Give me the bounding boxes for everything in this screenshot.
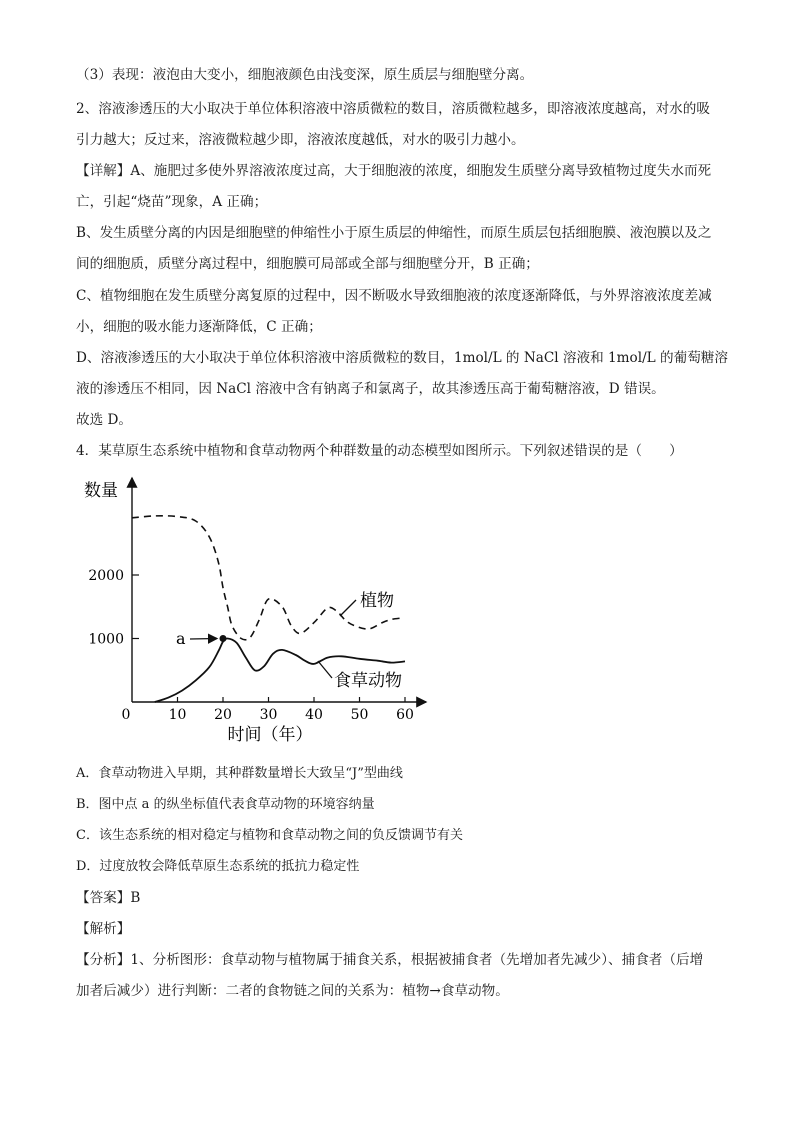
x-tick-label: 0 — [121, 707, 131, 723]
detail-d-line-1: D、溶液渗透压的大小取决于单位体积溶液中溶质微粒的数目，1mol/L 的 NaCl 溶液和 1mol/L 的葡萄糖溶 — [76, 350, 728, 366]
y-tick-label: 1000 — [88, 631, 124, 648]
question-4: 4．某草原生态系统中植物和食草动物两个种群数量的动态模型如图所示。下列叙述错误的是（ ） — [76, 443, 683, 459]
option-d[interactable]: D．过度放牧会降低草原生态系统的抵抗力稳定性 — [76, 859, 360, 874]
x-axis-label: 时间（年） — [227, 725, 313, 745]
plant-series-line — [132, 516, 400, 640]
x-tick-label: 40 — [305, 707, 323, 723]
paragraph-1: （3）表现：液泡由大变小，细胞液颜色由浅变深，原生质层与细胞壁分离。 — [76, 67, 534, 83]
analysis-line-1: 【分析】1、分析图形：食草动物与植物属于捕食关系，根据被捕食者（先增加者先减少）、捕食者（后增 — [76, 952, 704, 968]
detail-c-line-1: C、植物细胞在发生质壁分离复原的过程中，因不断吸水导致细胞液的浓度逐渐降低，与外界溶液浓度差减 — [76, 288, 712, 304]
conclusion: 故选 D。 — [76, 412, 133, 428]
analysis-title: 【解析】 — [76, 921, 131, 937]
analysis-line-2: 加者后减少）进行判断：二者的食物链之间的关系为：植物→食草动物。 — [76, 983, 509, 999]
paragraph-2-line-1: 2、溶液渗透压的大小取决于单位体积溶液中溶质微粒的数目，溶质微粒越多，即溶液浓度越高，对水的吸 — [76, 101, 710, 117]
x-tick-label: 20 — [214, 707, 232, 723]
plant-series-label: 植物 — [360, 591, 394, 611]
detail-d-line-2: 液的渗透压不相同，因 NaCl 溶液中含有钠离子和氯离子，故其渗透压高于葡萄糖溶液，D 错误。 — [76, 381, 665, 397]
detail-b-line-2: 间的细胞质，质壁分离过程中，细胞膜可局部或全部与细胞壁分开，B 正确； — [76, 256, 539, 272]
option-a[interactable]: A．食草动物进入早期，其种群数量增长大致呈“J”型曲线 — [76, 766, 403, 781]
detail-b-line-1: B、发生质壁分离的内因是细胞壁的伸缩性小于原生质层的伸缩性，而原生质层包括细胞膜、液泡膜以及之 — [76, 225, 712, 241]
x-tick-label: 50 — [350, 707, 369, 723]
x-tick-label: 60 — [396, 707, 414, 723]
point-a-label: a — [176, 629, 186, 648]
detail-a-line-1: 【详解】A、施肥过多使外界溶液浓度过高，大于细胞液的浓度，细胞发生质壁分离导致植物过度失水而死 — [76, 163, 712, 179]
x-tick-label: 30 — [259, 707, 278, 723]
detail-c-line-2: 小，细胞的吸水能力逐渐降低，C 正确； — [76, 319, 322, 335]
paragraph-2-line-2: 引力越大；反过来，溶液微粒越少即，溶液浓度越低，对水的吸引力越小。 — [76, 132, 525, 148]
plant-leader-line — [340, 600, 356, 616]
answer: 【答案】B — [76, 890, 141, 906]
point-a-marker — [220, 635, 227, 642]
detail-a-line-2: 亡，引起“烧苗”现象，A 正确； — [76, 194, 268, 210]
herbivore-leader-line — [318, 661, 332, 678]
option-b[interactable]: B．图中点 a 的纵坐标值代表食草动物的环境容纳量 — [76, 797, 375, 812]
option-c[interactable]: C．该生态系统的相对稳定与植物和食草动物之间的负反馈调节有关 — [76, 828, 463, 843]
y-axis-label: 数量 — [84, 481, 118, 501]
y-tick-label: 2000 — [88, 568, 124, 584]
point-a-arrow — [190, 639, 217, 640]
chart-svg — [70, 470, 450, 760]
x-tick-label: 10 — [168, 707, 187, 723]
population-chart — [70, 470, 450, 760]
herbivore-series-label: 食草动物 — [334, 671, 402, 691]
